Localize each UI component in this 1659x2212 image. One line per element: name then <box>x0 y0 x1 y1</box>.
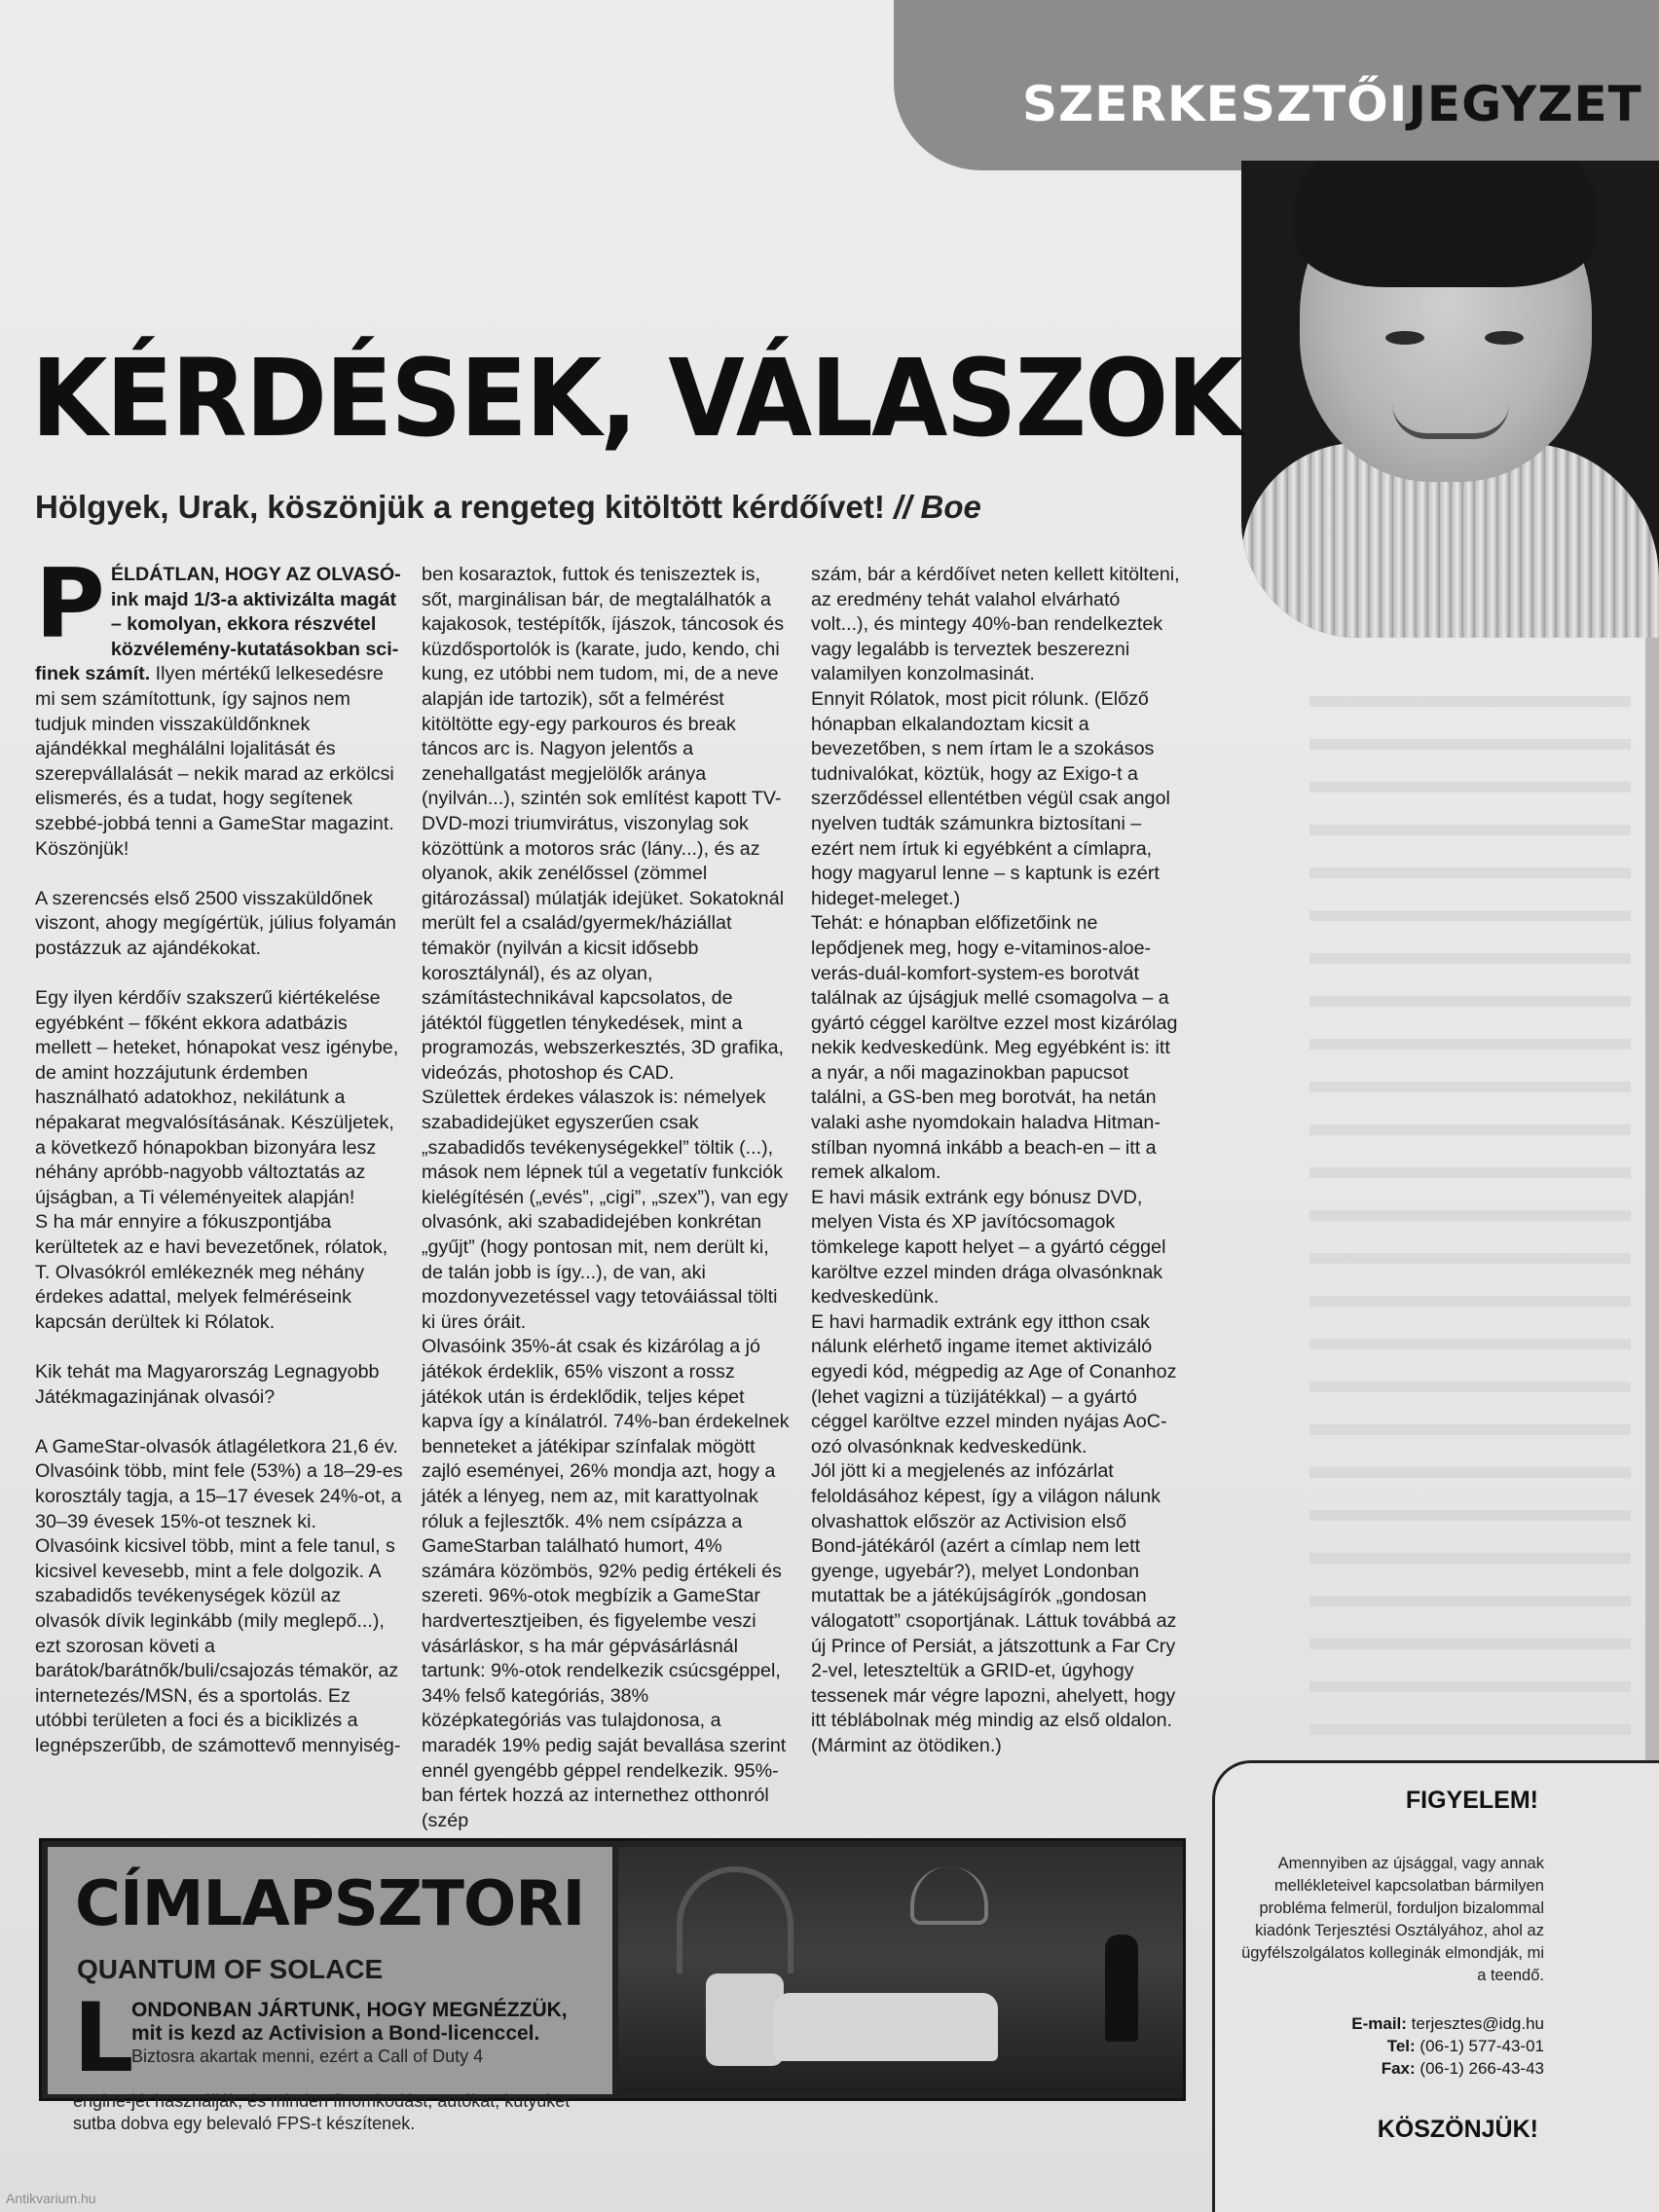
section-title-part2: JEGYZET <box>1408 76 1642 132</box>
paragraph: Tehát: e hónapban előfizetőink ne lepődjenek meg, hogy e-vitaminos-aloe-verás-duál-komfort-system-es borotvát találnak az újságjuk mellé csomagolva – a gyártó céggel karöltve ezzel most kizárólag nekik kedveskedünk. Meg egyébként is: itt a nyár, a női magazinokban papucsot találni, a GS-ben meg borotvát, ha netán valaki ashe nyomdokain haladva Hitman-stílban nyomná inkább a beach-en – itt a remek alkalom. <box>811 912 1178 1184</box>
subtitle-text: Hölgyek, Urak, köszönjük a rengeteg kitöltött kérdőívet! <box>35 489 885 525</box>
paragraph: Ennyit Rólatok, most picit rólunk. (Előző hónapban elkalandoztam kicsit a bevezetőben, s nem írtam le a szokásos tudnivalókat, köztük, hogy az Exigo-t a szerződéssel ellentétben végül csak angol nyelven tudták számunkra biztosítani – ezért nem írtuk ki egyébként a címlapra, hogy magyarul lenne – s kaptunk is ezért hideget-meleget.) <box>811 687 1170 909</box>
article-column-1 <box>35 549 403 1759</box>
screenshot-armchair <box>706 1973 784 2066</box>
screenshot-soldier <box>1105 1935 1138 2042</box>
cover-story-text: engine-jét használják, és minden finomkodást, autókat, kütyüket sutba dobva egy belevaló FPS-t készítenek. <box>73 2091 571 2133</box>
cover-story-screenshot <box>618 1847 1183 2094</box>
cover-story-text: Biztosra akartak menni, ezért a Call of Duty 4 <box>131 2046 484 2066</box>
cover-story-lead-caps: ONDONBAN JÁRTUNK, HOGY MEGNÉZZÜK, <box>131 1999 568 2021</box>
dropcap: P <box>35 549 105 660</box>
screenshot-chandelier <box>910 1866 988 1925</box>
paragraph: Ilyen mértékű lelkesedésre mi sem számítottunk, így sajnos nem tudjuk minden visszaküldőnknek ajándékkal meghálálni lojalitását és szerepvállalását – nekik marad az erkölcsi elismerés, és a tudat, hogy segítenek szebbé-jobbá tenni a GameStar magazint. Köszönjük! <box>35 663 394 860</box>
screenshot-window <box>677 1866 793 1973</box>
cover-story-dropcap: L <box>73 1983 134 2094</box>
faded-sidebar-text <box>1309 672 1631 1743</box>
notice-text: Amennyiben az újsággal, vagy annak mellékleteivel kapcsolatban bármilyen probléma felmerül, forduljon bizalommal kiadónk Terjesztési Osztályához, ahol az ügyfélszolgálatos kolleginák elmondják, mi a teendő. <box>1241 1855 1544 1984</box>
notice-title: FIGYELEM! <box>1405 1787 1538 1814</box>
portrait-eye <box>1485 331 1524 345</box>
paragraph: szám, bár a kérdőívet neten kellett kitölteni, az eredmény tehát valahol elvárható volt...), és mintegy 40%-ban rendelkeztek vagy legalább is terveztek beszerezni valamilyen konzolmasinát. <box>811 564 1180 685</box>
editor-portrait <box>1241 161 1659 638</box>
email-label: E-mail: <box>1351 2014 1407 2033</box>
fax-label: Fax: <box>1381 2059 1416 2078</box>
lead-caps: ÉLDÁTLAN, HOGY AZ OLVASÓ- <box>110 564 401 585</box>
portrait-eye <box>1385 331 1424 345</box>
article-lead <box>35 549 403 862</box>
paragraph: Kik tehát ma Magyarország Legnagyobb Játékmagazinjának olvasói? <box>35 1361 380 1408</box>
article-subtitle <box>35 489 981 526</box>
article-author: // Boe <box>894 489 981 525</box>
article-column-2 <box>422 563 790 1833</box>
paragraph: A GameStar-olvasók átlagéletkora 21,6 év. Olvasóink több, mint fele (53%) a 18–29-es korosztály tagja, a 15–17 évesek 24%-ot, a 30–39 évesek 15%-ot tesznek ki. Olvasóink kicsivel több, mint a fele tanul, s kicsivel kevesebb, mint a fele dolgozik. A szabadidős tevékenységek közül az olvasók dívik leginkább (mily meglepő...), ezt szorosan követi a barátok/barátnők/buli/csajozás témakör, az internetezés/MSN, és a sportolás. Ez utóbbi területen a foci és a biciklizés a legnépszerűbb, de számottevő mennyiség- <box>35 1435 403 1756</box>
fax-value: (06-1) 266-43-43 <box>1419 2059 1544 2078</box>
screenshot-sofa <box>774 1993 998 2061</box>
email-value: terjesztes@idg.hu <box>1411 2014 1544 2033</box>
cover-story-text-panel <box>48 1847 612 2133</box>
notice-contacts <box>1236 2012 1544 2080</box>
section-title <box>1022 76 1642 132</box>
tel-line <box>1236 2035 1544 2057</box>
watermark: Antikvarium.hu <box>6 2191 96 2206</box>
tel-label: Tel: <box>1386 2037 1416 2055</box>
paragraph: Jól jött ki a megjelenés az infózárlat feloldásához képest, így a világon nálunk olvashattok először az Activision első Bond-játékáról (azért a címlap nem lett gyenge, ugyebár?), melyet Londonban mutattak be a játékújságírók „gondosan válogatott” csoportjának. Láttuk továbbá az új Prince of Persiát, a játszottunk a Far Cry 2-vel, leteszteltük a GRID-et, úgyhogy tessenek már végre lapozni, ahelyett, hogy itt téblábolnak még mindig az első oldalon. (Mármint az ötödiken.) <box>811 1460 1177 1756</box>
article-column-3 <box>811 563 1181 1759</box>
paragraph: Születtek érdekes válaszok is: némelyek szabadidejüket egyszerűen csak „szabadidős tevékenységekkel” töltik (...), mások nem lépnek túl a vegetatív funkciók kielégítésén („evés”, „cigi”, „szex”), van egy olvasónk, aki szabadidejében konkrétan „gyűjt” (hogy pontosan mit, nem derült ki, de talán jobb is így...), de van, aki mozdonyvezetéssel vagy tetováiással tölti ki üres óráit. <box>422 1087 789 1333</box>
cover-story-box <box>39 1838 1186 2133</box>
paragraph: A szerencsés első 2500 visszaküldőnek viszont, ahogy megígértük, július folyamán postázzuk az ajándékokat. <box>35 887 396 959</box>
paragraph: E havi harmadik extránk egy itthon csak nálunk elérhető ingame itemet aktivizáló egyedi kód, mégpedig az Age of Conanhoz (lehet vagizni a tüzijátékkal) – a gyártó céggel karöltve ezzel minden nyájas AoC-ozó olvasónknak kedveskedünk. <box>811 1310 1177 1457</box>
cover-story-title: CÍMLAPSZTORI <box>75 1868 585 1940</box>
portrait-hair <box>1295 161 1597 287</box>
paragraph: Olvasóink 35%-át csak és kizárólag a jó játékok érdeklik, 65% viszont a rossz játékok után is érdeklődik, teljes képet kapva így a kínálatról. 74%-ban érdekelnek benneteket a játékipar színfalak mögött zajló eseményei, 26% mondja azt, hogy a játék a lényeg, nem az, mit karattyolnak róluk a fejlesztők. 4% nem csípázza a GameStarban található humort, 4% számára közömbös, 92% pedig értékeli és szereti. 96%-otok megbízik a GameStar hardvertesztjeiben, és figyelembe veszi vásárláskor, s ha már gépvásárlásnál tartunk: 9%-otok rendelkezik csúcsgéppel, 34% felső kategóriás, 38% középkategóriás vas tulajdonosa, a maradék 19% pedig saját bevallása szerint ennél gyengébb géppel rendelkezik. 95%-ban fértek hozzá az internethez otthonról (szép <box>422 1336 790 1831</box>
notice-thanks: KÖSZÖNJÜK! <box>1377 2116 1538 2143</box>
paragraph: ben kosaraztok, futtok és teniszeztek is, sőt, marginálisan bár, de megtalálhatók a kajakosok, testépítők, íjászok, táncosok és küzdősportolók is (karate, judo, kendo, chi kung, ez utóbbi nem tudom, mi, de a neve alapján ide tartozik), sőt a felmérést kitöltötte egy-egy parkouros és break táncos arc is. Nagyon jelentős a zenehallgatást megjelölők aránya (nyilván...), szintén sok említést kapott TV-DVD-mozi triumvirátus, viszonylag sok közöttünk a motoros srác (lány...), és az olyanok, akik zenélőssel (zömmel gitározással) múlatják idejüket. Sokatoknál merült fel a család/gyermek/háziállat témakör (nyilván a kicsit idősebb korosztálynál), és az olyan, számítástechnikával kapcsolatos, de játéktól független ténykedések, mint a programozás, webszerkesztés, 3D grafika, videózás, photoshop és CAD. <box>422 564 785 1084</box>
notice-box <box>1212 1760 1659 2212</box>
portrait-smile <box>1392 404 1509 439</box>
cover-story-lead-bold: mit is kezd az Activision a Bond-licenccel. <box>131 2022 540 2045</box>
tel-value: (06-1) 577-43-01 <box>1419 2037 1544 2055</box>
email-line <box>1236 2012 1544 2035</box>
lead-bold: ink majd 1/3-a aktivizálta magát – komolyan, ekkora részvétel közvélemény-kutatásokban sci-finek számít. <box>35 588 399 685</box>
paragraph: E havi másik extránk egy bónusz DVD, melyen Vista és XP javítócsomagok tömkelege kapott helyet – a gyártó céggel karöltve ezzel minden drága olvasónknak kedveskedünk. <box>811 1186 1166 1309</box>
cover-story-subtitle: QUANTUM OF SOLACE <box>77 1954 384 1984</box>
fax-line <box>1236 2057 1544 2080</box>
paragraph: S ha már ennyire a fókuszpontjába kerültetek az e havi bevezetőnek, rólatok, T. Olvasókról emlékeznék meg néhány érdekes adattal, melyek felméréseink kapcsán derültek ki Rólatok. <box>35 1211 388 1333</box>
article-title: KÉRDÉSEK, VÁLASZOK <box>31 336 1241 461</box>
section-title-part1: SZERKESZTŐI <box>1022 76 1409 132</box>
paragraph: Egy ilyen kérdőív szakszerű kiértékelése egyébként – főként ekkora adatbázis mellett – heteket, hónapokat vesz igénybe, de amint hozzájutunk érdemben használható adatokhoz, nekilátunk a népakarat megvalósításának. Készüljetek, a következő hónapokban bizonyára lesz néhány apróbb-nagyobb változtatás az újságban, a Ti véleményeitek alapján! <box>35 987 399 1208</box>
